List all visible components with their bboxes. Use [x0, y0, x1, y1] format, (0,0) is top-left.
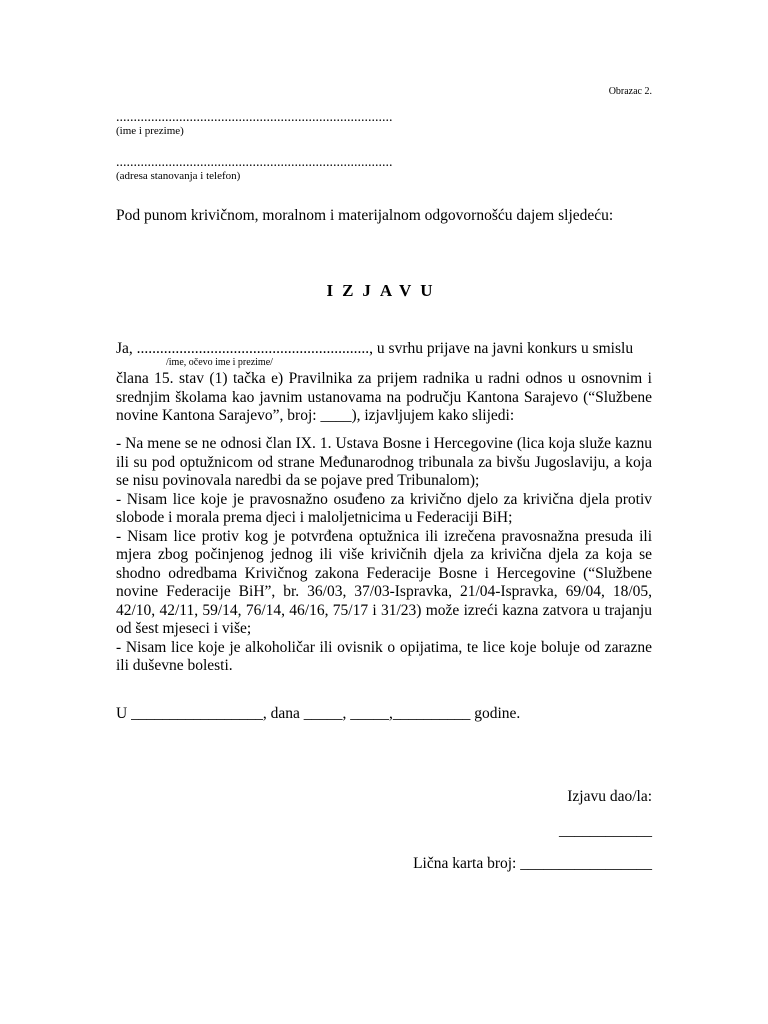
list-item-line: od šest mjeseci i više; [116, 620, 252, 637]
statement-name-sublabel: /ime, očevo ime i prezime/ [166, 357, 273, 368]
intro-sentence: Pod punom krivičnom, moralnom i materijalnom odgovornošću dajem sljedeću: [116, 207, 614, 224]
paragraph-line: srednjim školama kao javnim ustanovama na području Kantona Sarajevo (“Službene [116, 388, 652, 406]
statement-opening-line: Ja, ............................................................, u svrhu prijave na javni konkurs u smislu [116, 340, 634, 357]
name-field-label: (ime i prezime) [116, 125, 184, 137]
list-item-line: - Na mene se ne odnosi član IX. 1. Ustava Bosne i Hercegovine (lica koja služe kaznu [116, 435, 652, 452]
list-item-line: ili duševne bolesti. [116, 657, 233, 674]
declaration-list [116, 435, 652, 676]
list-item-line: - Nisam lice koje je pravosnažno osuđeno za krivično djelo za krivična djela protiv [116, 490, 652, 508]
list-item-line: - Nisam lice koje je alkoholičar ili ovisnik o opijatima, te lice koje boluje od zarazne [116, 638, 652, 656]
list-item-line: 42/10, 42/11, 59/14, 76/14, 46/16, 75/17 i 31/23) može izreći kazna zatvora u trajanju [116, 601, 652, 619]
list-item-line: mjera zbog počinjenog jednog ili više krivičnih djela za krivična djela za koja se [116, 546, 652, 563]
address-field-dots: ............................................................................... [116, 155, 393, 170]
list-item-line: shodno odredbama Krivičnog zakona Federacije Bosne i Hercegovine (“Službene [116, 564, 652, 582]
address-field-label: (adresa stanovanja i telefon) [116, 170, 241, 182]
id-card-line: Lična karta broj: _________________ [413, 855, 652, 872]
signature-label: Izjavu dao/la: [567, 788, 652, 805]
list-item-line: novine Federacije BiH”, br. 36/03, 37/03-Ispravka, 21/04-Ispravka, 69/04, 18/05, [116, 583, 652, 600]
signature-line: ____________ [559, 822, 652, 839]
document-title: IZJAVU [326, 281, 442, 300]
list-item-line: slobode i morala prema djeci i maloljetnicima u Federaciji BiH; [116, 509, 513, 526]
list-item-line: se nisu povinovala naredbi da se pojave pred Tribunalom); [116, 472, 480, 489]
name-field-dots: ............................................................................... [116, 110, 393, 125]
list-item-line: - Nisam lice protiv kog je potvrđena optužnica ili izrečena pravosnažna presuda ili [116, 527, 652, 545]
paragraph-line: novine Kantona Sarajevo”, broj: ____), izjavljujem kako slijedi: [116, 407, 515, 424]
statement-paragraph [116, 370, 652, 426]
list-item-line: ili su pod optužnicom od strane Međunarodnog tribunala za bivšu Jugoslaviju, a koja [116, 453, 652, 471]
place-date-line: U _________________, dana _____, _____,__________ godine. [116, 705, 521, 722]
paragraph-line: člana 15. stav (1) tačka e) Pravilnika za prijem radnika u radni odnos u osnovnim i [116, 370, 652, 387]
form-number: Obrazac 2. [608, 86, 652, 97]
